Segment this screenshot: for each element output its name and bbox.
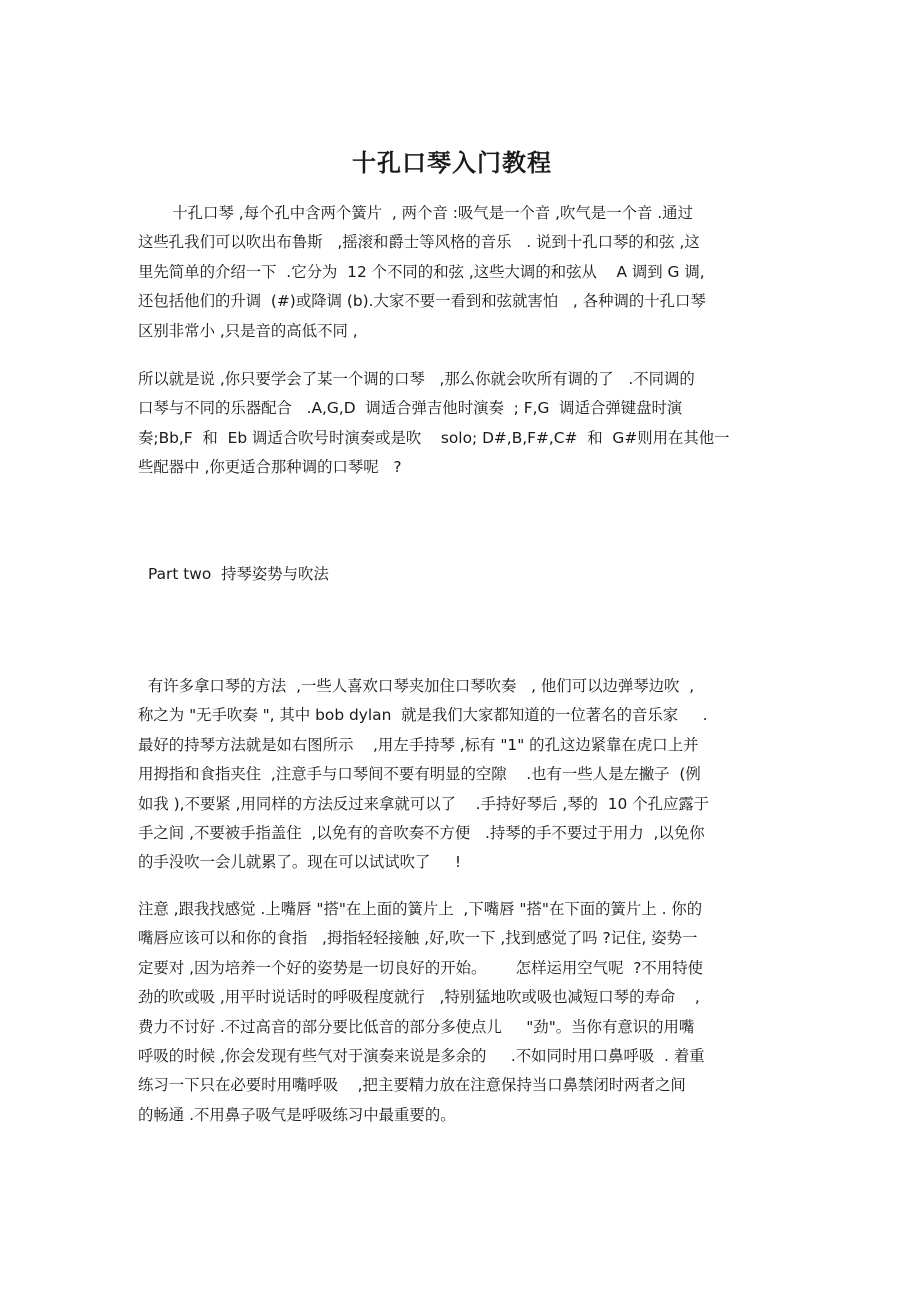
paragraph-line: 用拇指和食指夹住 ,注意手与口琴间不要有明显的空隙 .也有一些人是左撇子 (例	[138, 765, 701, 784]
paragraph-line: 有许多拿口琴的方法 ,一些人喜欢口琴夹加住口琴吹奏 , 他们可以边弹琴边吹 ,	[138, 677, 695, 695]
paragraph-line: 练习一下只在必要时用嘴呼吸 ,把主要精力放在注意保持当口鼻禁闭时两者之间	[138, 1076, 686, 1095]
paragraph-keys	[138, 365, 774, 483]
paragraph-line: 的手没吹一会儿就累了。现在可以试试吹了 !	[138, 853, 462, 872]
paragraph-line: 还包括他们的升调 (#)或降调 (b).大家不要一看到和弦就害怕 , 各种调的十孔口琴	[138, 292, 706, 311]
paragraph-line: 十孔口琴 ,每个孔中含两个簧片 , 两个音 :吸气是一个音 ,吹气是一个音 .通过	[138, 204, 693, 222]
paragraph-line: 所以就是说 ,你只要学会了某一个调的口琴 ,那么你就会吹所有调的了 .不同调的	[138, 370, 695, 388]
paragraph-line: 这些孔我们可以吹出布鲁斯 ,摇滚和爵士等风格的音乐 . 说到十孔口琴的和弦 ,这	[138, 233, 700, 252]
paragraph-line: 手之间 ,不要被手指盖住 ,以免有的音吹奏不方便 .持琴的手不要过于用力 ,以免你	[138, 823, 705, 842]
paragraph-line: 如我 ),不要紧 ,用同样的方法反过来拿就可以了 .手持好琴后 ,琴的 10 个孔应露于	[138, 794, 710, 813]
paragraph-line: 些配器中 ,你更适合那种调的口琴呢 ?	[138, 458, 402, 477]
paragraph-line: 嘴唇应该可以和你的食指 ,拇指轻轻接触 ,好,吹一下 ,找到感觉了吗 ?记住, 姿势一	[138, 929, 698, 948]
page-title: 十孔口琴入门教程	[352, 148, 552, 178]
paragraph-line: 呼吸的时候 ,你会发现有些气对于演奏来说是多余的 .不如同时用口鼻呼吸 . 着重	[138, 1046, 705, 1065]
paragraph-line: 区别非常小 ,只是音的高低不同 ,	[138, 321, 358, 340]
paragraph-intro	[138, 199, 774, 346]
paragraph-line: 注意 ,跟我找感觉 .上嘴唇 "搭"在上面的簧片上 ,下嘴唇 "搭"在下面的簧片上 . 你的	[138, 900, 703, 918]
paragraph-line: 的畅通 .不用鼻子吸气是呼吸练习中最重要的。	[138, 1105, 456, 1124]
paragraph-line: 称之为 "无手吹奏 ", 其中 bob dylan 就是我们大家都知道的一位著名的音乐家 .	[138, 706, 708, 725]
paragraph-line: 口琴与不同的乐器配合 .A,G,D 调适合弹吉他时演奏 ; F,G 调适合弹键盘时演	[138, 399, 683, 418]
paragraph-line: 定要对 ,因为培养一个好的姿势是一切良好的开始。 怎样运用空气呢 ?不用特使	[138, 958, 703, 977]
paragraph-line: 最好的持琴方法就是如右图所示 ,用左手持琴 ,标有 "1" 的孔这边紧靠在虎口上并	[138, 735, 699, 754]
paragraph-line: 奏;Bb,F 和 Eb 调适合吹号时演奏或是吹 solo; D#,B,F#,C# 和 G#则用在其他一	[138, 428, 730, 447]
paragraph-line: 劲的吹或吸 ,用平时说话时的呼吸程度就行 ,特别猛地吹或吸也减短口琴的寿命 ,	[138, 988, 700, 1007]
paragraph-holding	[138, 672, 774, 878]
paragraph-line: 费力不讨好 .不过高音的部分要比低音的部分多使点儿 "劲"。当你有意识的用嘴	[138, 1017, 695, 1036]
paragraph-line: 里先简单的介绍一下 .它分为 12 个不同的和弦 ,这些大调的和弦从 A 调到 G 调,	[138, 262, 705, 281]
paragraph-breathing	[138, 895, 774, 1130]
section-heading-part-two: Part two 持琴姿势与吹法	[148, 565, 329, 583]
